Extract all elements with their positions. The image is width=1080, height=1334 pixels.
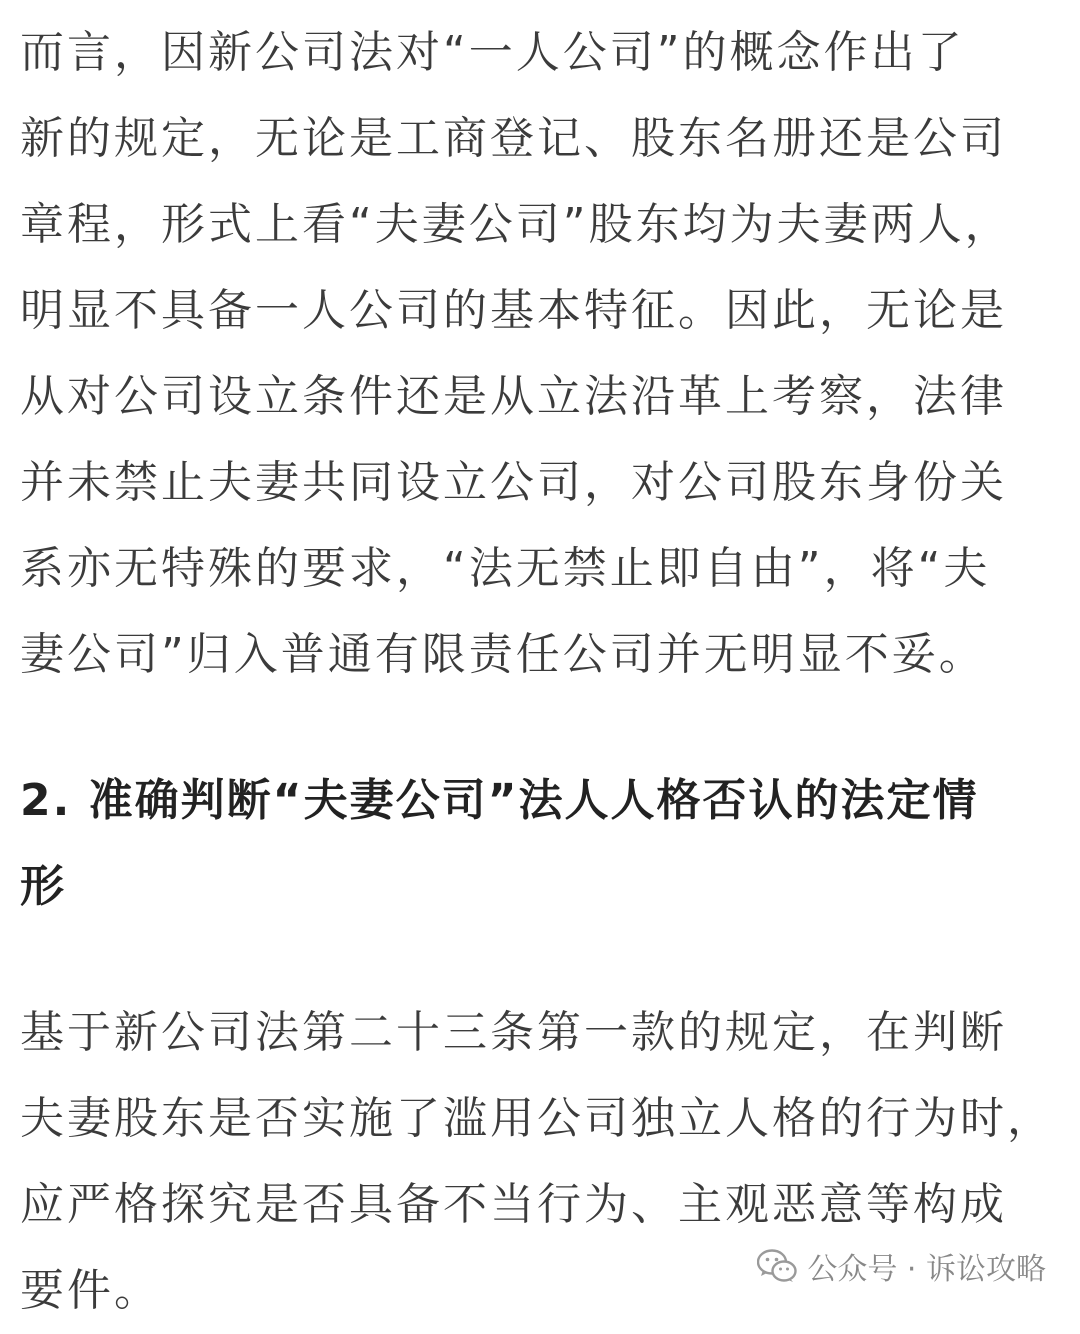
paragraph-line: 妻公司”归入普通有限责任公司并无明显不妥。 <box>20 629 986 680</box>
paragraph-line: 章程，形式上看“夫妻公司”股东均为夫妻两人， <box>20 199 1012 250</box>
paragraph-line: 基于新公司法第二十三条第一款的规定，在判断 <box>20 1007 1007 1058</box>
paragraph-line: 新的规定，无论是工商登记、股东名册还是公司 <box>20 113 1007 164</box>
wechat-icon <box>757 1249 797 1283</box>
paragraph-line: 而言，因新公司法对“一人公司”的概念作出了 <box>20 27 965 78</box>
paragraph-1 <box>20 10 1060 698</box>
watermark-text: 公众号 · 诉讼攻略 <box>807 1252 1046 1287</box>
source-watermark <box>757 1244 1046 1288</box>
paragraph-line: 系亦无特殊的要求，“法无禁止即自由”，将“夫 <box>20 543 991 594</box>
paragraph-line: 明显不具备一人公司的基本特征。因此，无论是 <box>20 285 1007 336</box>
paragraph-line: 并未禁止夫妻共同设立公司，对公司股东身份关 <box>20 457 1007 508</box>
section-heading <box>20 758 1060 930</box>
heading-line: 2. 准确判断“夫妻公司”法人人格否认的法定情 <box>20 775 979 826</box>
heading-line: 形 <box>20 861 66 912</box>
paragraph-line: 从对公司设立条件还是从立法沿革上考察，法律 <box>20 371 1007 422</box>
paragraph-line: 夫妻股东是否实施了滥用公司独立人格的行为时， <box>20 1093 1054 1144</box>
paragraph-line: 应严格探究是否具备不当行为、主观恶意等构成 <box>20 1179 1007 1230</box>
paragraph-line: 要件。 <box>20 1265 161 1316</box>
article-body <box>20 10 1060 1334</box>
